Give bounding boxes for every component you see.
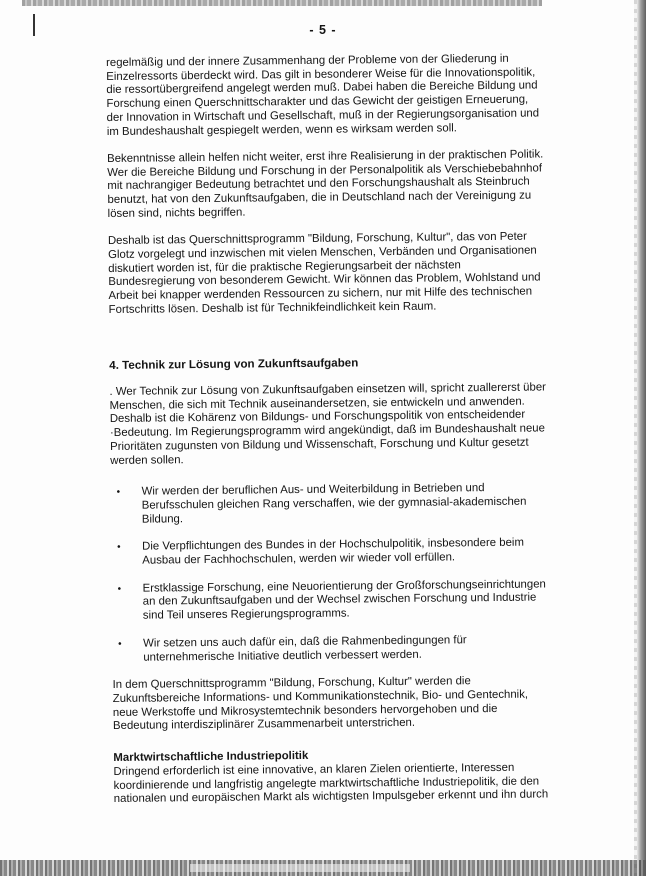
scan-artifact-right-edge (637, 0, 646, 876)
bullet-icon: • (118, 638, 122, 650)
paragraph: Bekenntnisse allein helfen nicht weiter, erst ihre Realisierung in der praktischen Politik. Wer die Bereiche Bildung und Forschung in der Personalpolitik als Verschiebebahnhof mit nachrangiger Bedeutung betrachtet und den Forschungshaushalt als Steinbruch benutzt, hat von den Zukunftsaufgaben, die in Deutschland nach der Vereinigung zu lösen sind, nichts begriffen. (107, 148, 544, 220)
list-item-text: Wir setzen uns auch dafür ein, daß die Rahmenbedingungen für unternehmerische Initiative deutlich verbessert werden. (143, 634, 467, 664)
bullet-icon: • (117, 583, 122, 595)
page-number: - 5 - (309, 23, 337, 37)
list-item (112, 633, 552, 665)
paragraph: regelmäßig und der innere Zusammenhang der Probleme von der Gliederung in Einzelressorts überdeckt wird. Das gilt in besonderer Weise für die Innovationspolitik, die ressortübergreifend angelegt werden muß. Dabei haben die Bereiche Bildung und Forschung einen Querschnittscharakter und das Gewicht der geistigen Erneuerung, der Innovation in Wirtschaft und Gesellschaft, muß in der Regierungsorganisation und im Bundeshaushalt gespiegelt werden, wenn es wirksam werden soll. (106, 52, 540, 138)
list-item-text: Wir werden der beruflichen Aus- und Weiterbildung in Betrieben und Berufsschulen gleichen Rang verschaffen, wie der gymnasial-akademischen Bildung. (141, 482, 527, 526)
bullet-list (110, 482, 552, 666)
section-closing: In dem Querschnittsprogramm "Bildung, Forschung, Kultur" werden die Zukunftsbereiche Informations- und Kommunikationstechnik, Bio- und Gentechnik, neue Werkstoffe und Mikrosystemtechnik besonders hervorgehoben und die Bedeutung interdisziplinärer Zusammenarbeit unterstrichen. (112, 675, 529, 733)
list-item (110, 482, 550, 528)
section-intro: . Wer Technik zur Lösung von Zukunftsaufgaben einsetzen will, spricht zuallererst über Menschen, die sich mit Technik auseinandersetzen, sie entwickeln und anwenden. Deshalb ist die Kohärenz von Bildungs- und Forschungspolitik von entscheidender ·Bedeutung. Im Regierungsprogramm wird angekündigt, daß im Bundeshaushalt neue Prioritäten zugunsten von Bildung und Wissenschaft, Forschung und Kultur gesetzt werden sollen. (109, 381, 547, 467)
page-body (106, 52, 554, 820)
subsection-text: Dringend erforderlich ist eine innovative, an klaren Zielen orientierte, Interessen koordinierende und langfristig angelegte marktwirtschaftliche Industriepolitik, die den nationalen und europäischen Markt als wichtigsten Impulsgeber erkennt und ihn durch (113, 761, 549, 806)
section-heading: 4. Technik zur Lösung von Zukunftsaufgaben (109, 356, 359, 373)
list-item (111, 537, 551, 569)
list-item (112, 578, 552, 624)
list-item-text: Erstklassige Forschung, eine Neuorientierung der Großforschungseinrichtungen an den Zukunftsaufgaben und der Wechsel zwischen Forschung und Industrie sind Teil unseres Regierungsprogramms. (142, 578, 546, 622)
list-item-text: Die Verpflichtungen des Bundes in der Hochschulpolitik, insbesondere beim Ausbau der Fachhochschulen, werden wir wieder voll erfüllen. (142, 537, 525, 567)
paragraph: Deshalb ist das Querschnittsprogramm "Bildung, Forschung, Kultur", das von Peter Glotz vorgelegt und inzwischen mit vielen Menschen, Verbänden und Organisationen diskutiert worden ist, für die praktische Regierungsarbeit der nächsten Bundesregierung von besonderem Gewicht. Wir können das Problem, Wohlstand und Arbeit bei knapper werdenden Ressourcen zu sichern, nur mit Hilfe des technischen Fortschritts lösen. Deshalb ist für Technikfeindlichkeit kein Raum. (107, 230, 541, 316)
scan-artifact-bottom-gap (190, 864, 410, 872)
scan-artifact-right-edge-inner (634, 0, 637, 876)
scan-artifact-top (22, 0, 542, 6)
bullet-icon: • (116, 487, 121, 499)
subsection-heading: Marktwirtschaftliche Industriepolitik (113, 750, 309, 765)
bullet-icon: • (117, 542, 121, 554)
